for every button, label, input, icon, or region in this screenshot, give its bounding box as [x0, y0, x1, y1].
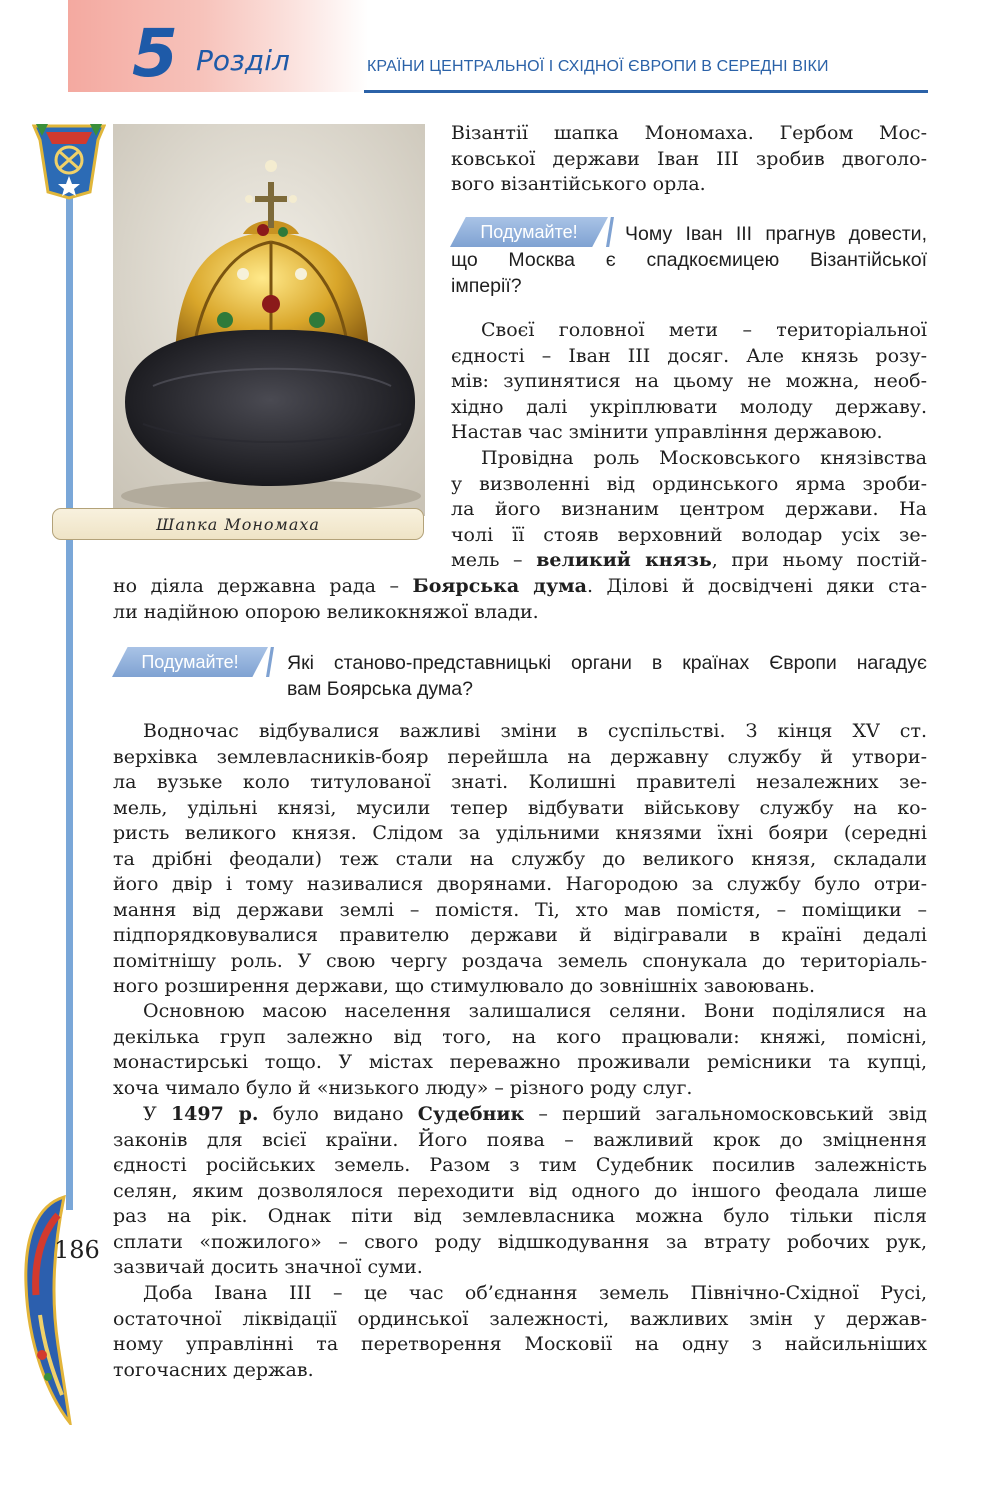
text-line: ла вузьке коло титулованої знаті. Колишні правителі незалежних зе-	[113, 771, 927, 793]
text-line: та дрібні феодали) теж стали на службу до великого князя, складали	[113, 847, 927, 870]
figure-caption: Шапка Мономаха	[156, 514, 320, 534]
text-line: монастирські тощо. У містах переважно проживали ремісники та купці,	[113, 1051, 927, 1073]
text-line: сплати «пожилого» – свого роду відшкодування за втрату робочих рук,	[113, 1230, 927, 1253]
text-line: у визволенні від ординського ярма зроби-	[451, 472, 927, 495]
text-line: вого візантійського орла.	[451, 173, 706, 195]
text-line	[451, 548, 927, 574]
text-line: Чому Іван ІІІ прагнув довести,	[625, 223, 927, 245]
text-line: селян, яким дозволялося переходити від одного до іншого феодала лише	[113, 1179, 927, 1202]
chapter-title: КРАЇНИ ЦЕНТРАЛЬНОЇ І СХІДНОЇ ЄВРОПИ В СЕРЕДНІ ВІКИ	[367, 58, 829, 75]
text-line: ли надійною опорою великокняжої влади.	[113, 600, 539, 623]
text-line: Основною масою населення залишалися селяни. Вони поділялися на	[143, 1000, 927, 1022]
text-run: мель –	[451, 549, 537, 571]
text-line: помітнішу роль. У свою чергу роздача земель спонукала до територіаль-	[113, 949, 927, 972]
paragraph-5	[113, 999, 927, 1101]
text-line: хоча чимало було й «низького люду» – різного роду слуг.	[113, 1076, 693, 1099]
text-line: чолі її стояв верховний володар усіх зе-	[451, 523, 927, 546]
paragraph-3-bottom	[113, 574, 927, 625]
text-run: , при ньому постій-	[711, 549, 927, 571]
text-run: – перший загальномосковський звід	[524, 1103, 927, 1125]
term-sudebnik: Судебник	[417, 1103, 525, 1125]
text-line: раз на рік. Однак піти від землевласника можна було тільки після	[113, 1205, 927, 1227]
text-line: ного розширення держави, що стимулювало до зовнішніх завоювань.	[113, 975, 816, 997]
paragraph-1	[451, 121, 927, 198]
text-line: вам Боярська дума?	[287, 677, 473, 700]
text-line: тогочасних держав.	[113, 1358, 314, 1381]
text-line: Водночас відбувалися важливі зміни в суспільстві. З кінця XV ст.	[143, 720, 927, 742]
text-run: було видано	[258, 1103, 418, 1125]
figure-caption-box	[52, 508, 424, 540]
monomakh-cap-image	[113, 124, 425, 516]
text-line: Настав час змінити управління державою.	[451, 421, 883, 443]
term-boyar-duma: Боярська дума	[412, 575, 587, 597]
text-line: мель, удільні князі, мусили тепер відбувати військову службу на ко-	[113, 796, 927, 819]
text-line: Візантії шапка Мономаха. Гербом Мос-	[451, 122, 927, 144]
text-line: ному управлінні та перетворення Московії на одну з найсильніших	[113, 1333, 927, 1355]
think-badge-2	[112, 647, 268, 677]
text-line: єдності російських земель. Разом з тим Судебник посилив залежність	[113, 1154, 927, 1176]
chapter-number: 5	[132, 15, 178, 92]
text-line	[113, 1102, 927, 1128]
text-line: верхівка землевласників-бояр перейшла на державну службу й утвори-	[113, 745, 927, 768]
text-line: підпорядковувалися правителю держави й відігравали в країні дедалі	[113, 924, 927, 946]
text-line: ковської держави Іван ІІІ зробив двоголо-	[451, 147, 927, 170]
text-run: но діяла державна рада –	[113, 575, 413, 597]
paragraph-4	[113, 719, 927, 1000]
page-number: 186	[54, 1236, 100, 1264]
margin-line	[66, 150, 73, 1210]
text-line: єдності – Іван ІІІ досяг. Але князь розу-	[451, 344, 927, 367]
paragraph-2	[451, 318, 927, 446]
text-line	[113, 574, 927, 600]
paragraph-3-top	[451, 446, 927, 574]
text-line: мання від держави землі – помістя. Ті, хто мав помістя, – поміщики –	[113, 898, 927, 921]
term-grand-prince: великий князь	[536, 549, 712, 571]
term-year-1497: 1497 р.	[170, 1103, 259, 1125]
text-run: . Ділові й досвідчені дяки ста-	[586, 575, 927, 597]
text-line: хідно далі укріплювати молоду державу.	[451, 395, 927, 418]
text-line: декілька груп залежно від того, на кого працювали: княжі, помісні,	[113, 1025, 927, 1048]
text-line: остаточної ліквідації ординської залежності, важливих змін у держав-	[113, 1307, 927, 1330]
text-line: Провідна роль Московського князівства	[481, 447, 927, 469]
text-line: законів для всієї країни. Його поява – важливий крок до зміцнення	[113, 1128, 927, 1151]
text-line: мів: зупинятися на цьому не можна, необ-	[451, 370, 927, 392]
text-line: ристь великого князя. Слідом за удільними князями їхні бояри (середні	[113, 822, 927, 844]
ornament-bottom-icon	[18, 1195, 74, 1425]
ornament-top-icon	[32, 122, 106, 200]
think-2-text	[287, 651, 927, 702]
text-line: Доба Івана ІІІ – це час об’єднання земель Північно-Східної Русі,	[143, 1282, 927, 1304]
badge-label: Подумайте!	[480, 221, 578, 242]
text-line: зазвичай досить значної суми.	[113, 1256, 423, 1278]
paragraph-6	[113, 1102, 927, 1281]
text-line: ла його визнаним центром держави. На	[451, 498, 927, 520]
chapter-word: Розділ	[196, 44, 290, 77]
think-badge-1	[450, 217, 608, 247]
paragraph-7	[113, 1281, 927, 1383]
badge-label: Подумайте!	[141, 651, 239, 672]
header-rule	[364, 90, 928, 93]
text-run: У	[143, 1103, 171, 1125]
think-1-first-line	[625, 222, 927, 248]
text-line: його двір і тому називалися дворянами. Нагородою за службу було отри-	[113, 873, 927, 895]
think-1-rest	[451, 248, 927, 299]
text-line: Своєї головної мети – територіальної	[481, 319, 927, 341]
text-line: імперії?	[451, 274, 522, 297]
text-line: що Москва є спадкоємицею Візантійської	[451, 249, 927, 271]
text-line: Які станово-представницькі органи в країнах Європи нагадує	[287, 652, 927, 674]
